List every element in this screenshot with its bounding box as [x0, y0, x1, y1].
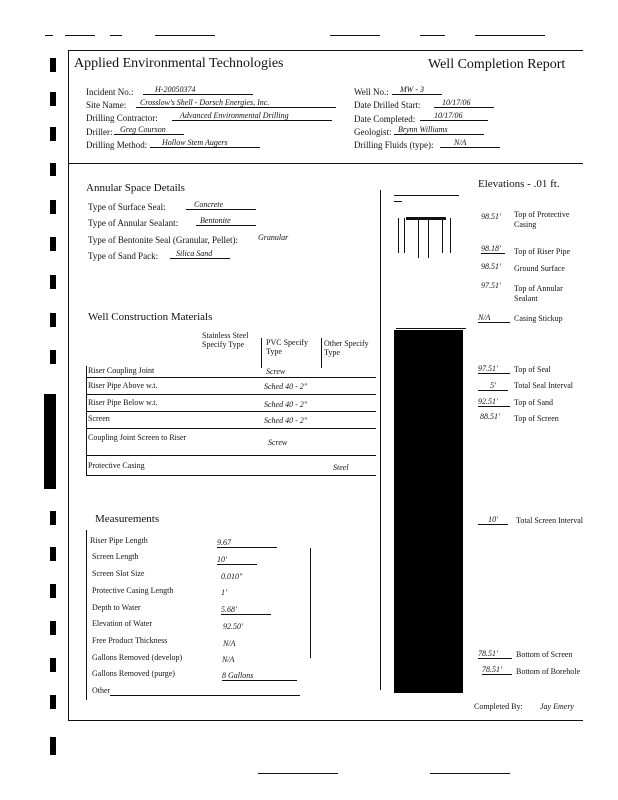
measurement-label: Screen Slot Size [92, 569, 145, 578]
measurement-value: 1' [221, 588, 227, 597]
construction-row-label: Coupling Joint Screen to Riser [88, 433, 187, 442]
elevation-value: 98.51' [481, 262, 501, 271]
measurements-left [86, 530, 87, 700]
method-label: Drilling Method: [86, 140, 148, 150]
construction-title: Well Construction Materials [88, 311, 213, 323]
contractor-label: Drilling Contractor: [86, 113, 158, 123]
report-title: Well Completion Report [428, 57, 566, 72]
frame-left [68, 50, 69, 720]
column-divider [380, 190, 381, 690]
scan-dash [45, 35, 53, 36]
measurement-label: Gallons Removed (develop) [92, 653, 183, 662]
frame-bottom [68, 720, 583, 721]
construction-row-label: Riser Coupling Joint [88, 366, 155, 375]
row-line [86, 377, 376, 378]
site-value: Crosslow's Shell - Dorsch Energies, Inc. [140, 98, 270, 107]
measurement-label: Protective Casing Length [92, 586, 174, 595]
col-pvc: PVC Specify Type [266, 338, 308, 356]
measurement-value: N/A [222, 655, 235, 664]
construction-row-label: Riser Pipe Below w.t. [88, 398, 158, 407]
elevation-value: 98.51' [481, 212, 501, 221]
elevation-value: N/A [478, 313, 510, 323]
surface-label: Type of Surface Seal: [88, 202, 166, 212]
elevation-value: 88.51' [480, 412, 500, 421]
construction-row-pvc: Sched 40 - 2" [264, 382, 308, 391]
annular-title: Annular Space Details [86, 182, 185, 194]
elevation-value: 5' [478, 381, 508, 391]
table-left [86, 366, 87, 476]
measurement-label: Free Product Thickness [92, 636, 168, 645]
col-divider [261, 338, 262, 368]
elevation-value: 98.18' [481, 244, 505, 254]
construction-row-pvc: Sched 40 - 2" [264, 416, 308, 425]
measurement-value: N/A [223, 639, 236, 648]
col-stainless: Stainless Steel Specify Type [202, 331, 249, 349]
elevation-label: Top of Seal [514, 365, 551, 374]
measurement-value: 92.50' [223, 622, 243, 631]
method-value: Hollow Stem Augers [162, 138, 228, 147]
measurement-value: 0.010" [221, 572, 243, 581]
completed-label: Date Completed: [354, 114, 416, 124]
measurements-right [310, 548, 311, 658]
construction-row-label: Riser Pipe Above w.t. [88, 381, 158, 390]
construction-row-label: Protective Casing [88, 461, 145, 470]
scan-dash [65, 35, 95, 36]
sand-label: Type of Sand Pack: [88, 251, 159, 261]
row-line [86, 428, 376, 429]
start-value: 10/17/06 [442, 98, 471, 107]
geologist-value: Brynn Williams [398, 125, 448, 134]
sand-value: Silica Sand [176, 249, 213, 258]
fluids-value: N/A [454, 138, 467, 147]
elevation-value: 78.51' [478, 649, 512, 659]
elevation-label: Top of Annular Sealant [514, 284, 563, 303]
row-line [86, 475, 376, 476]
elevation-value: 97.51' [478, 364, 510, 374]
company-name: Applied Environmental Technologies [74, 56, 284, 71]
completed-by-label: Completed By: [474, 702, 523, 711]
start-label: Date Drilled Start: [354, 100, 421, 110]
elevation-label: Casing Stickup [514, 314, 563, 323]
well-label: Well No.: [354, 87, 389, 97]
sealant-label: Type of Annular Sealant: [88, 218, 179, 228]
bentonite-value: Granular [258, 233, 289, 242]
measurement-label: Screen Length [92, 552, 139, 561]
measurement-label: Other [92, 686, 111, 695]
other-line [110, 695, 300, 696]
measurements-title: Measurements [95, 513, 160, 525]
scan-dash [330, 35, 380, 36]
well-value: MW - 3 [400, 85, 424, 94]
measurement-value: 9.67 [217, 538, 277, 548]
measurement-value: 8 Gallons [222, 671, 297, 681]
row-line [86, 411, 376, 412]
scan-dash [155, 35, 215, 36]
scan-dash [258, 773, 338, 774]
construction-row-pvc: Screw [266, 367, 286, 376]
contractor-value: Advanced Environmental Drilling [180, 111, 289, 120]
elevation-value: 97.51' [481, 281, 501, 290]
sealant-value: Bentonite [200, 216, 231, 225]
incident-label: Incident No.: [86, 87, 134, 97]
incident-value: H-20050374 [155, 85, 196, 94]
measurement-label: Riser Pipe Length [90, 536, 148, 545]
elevation-value: 78.51' [482, 665, 512, 675]
completed-by-value: Jay Emery [540, 702, 574, 711]
construction-row-label: Screen [88, 414, 110, 423]
measurement-label: Depth to Water [92, 603, 141, 612]
construction-row-pvc: Screw [268, 438, 288, 447]
surface-value: Concrete [194, 200, 224, 209]
elevation-label: Top of Riser Pipe [514, 247, 571, 256]
elevation-label: Bottom of Borehole [516, 667, 580, 676]
driller-value: Greg Courson [120, 125, 166, 134]
elevation-label: Total Screen Interval [516, 516, 583, 525]
geologist-label: Geologist: [354, 127, 392, 137]
header-divider [68, 163, 583, 164]
measurement-label: Gallons Removed (purge) [92, 669, 175, 678]
elevations-title: Elevations - .01 ft. [478, 178, 560, 190]
row-line [86, 455, 376, 456]
completed-value: 10/17/06 [434, 111, 463, 120]
driller-label: Driller: [86, 127, 113, 137]
elevation-label: Ground Surface [514, 264, 565, 273]
construction-row-other: Steel [333, 463, 349, 472]
measurement-value: 5.68' [221, 605, 271, 615]
elevation-value: 10' [478, 515, 508, 525]
site-label: Site Name: [86, 100, 127, 110]
scan-dash [420, 35, 445, 36]
fluids-label: Drilling Fluids (type): [354, 140, 434, 150]
elevation-value: 92.51' [478, 397, 510, 407]
construction-row-pvc: Sched 40 - 2" [264, 400, 308, 409]
measurement-label: Elevation of Water [92, 619, 153, 628]
scan-dash [110, 35, 122, 36]
elevation-label: Total Seal Interval [514, 381, 573, 390]
frame-top [68, 50, 583, 51]
bentonite-label: Type of Bentonite Seal (Granular, Pellet): [88, 235, 238, 245]
measurement-value: 10' [217, 555, 257, 565]
elevation-label: Top of Sand [514, 398, 553, 407]
scan-dash [430, 773, 510, 774]
elevation-label: Top of Protective Casing [514, 210, 570, 229]
scan-dash [475, 35, 545, 36]
elevation-label: Bottom of Screen [516, 650, 573, 659]
col-other: Other Specify Type [324, 339, 369, 357]
col-divider [321, 338, 322, 368]
row-line [86, 394, 376, 395]
elevation-label: Top of Screen [514, 414, 559, 423]
